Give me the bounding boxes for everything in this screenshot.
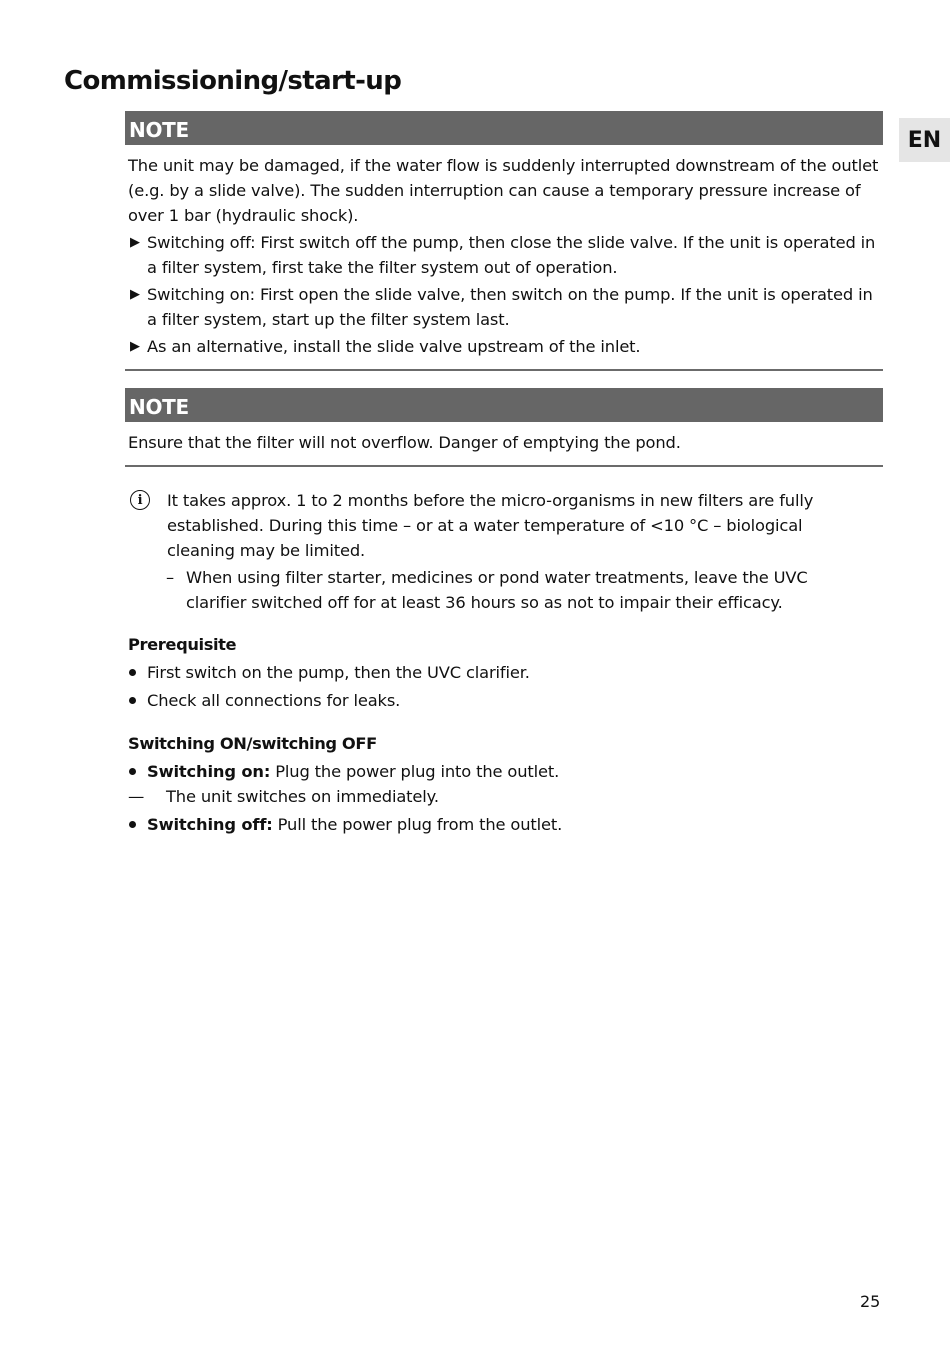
list-item [128, 688, 868, 713]
language-tab: EN [899, 118, 950, 162]
bullet-icon [129, 669, 136, 676]
list-item [128, 759, 868, 809]
switching-list [128, 759, 868, 837]
list-item [128, 282, 883, 332]
note-box-overflow [125, 388, 883, 467]
note-paragraph: Ensure that the filter will not overflow. Danger of emptying the pond. [128, 433, 681, 452]
note-body [125, 145, 883, 369]
result-item [128, 784, 868, 809]
prerequisite-heading: Prerequisite [128, 635, 237, 654]
triangle-right-icon: ▶ [130, 235, 140, 250]
info-block [128, 488, 868, 615]
switching-on-text: Plug the power plug into the outlet. [270, 762, 560, 781]
info-icon: i [130, 490, 150, 510]
switching-off-label: Switching off: [147, 815, 273, 834]
triangle-right-icon: ▶ [130, 339, 140, 354]
list-item-text: First switch on the pump, then the UVC clarifier. [147, 663, 530, 682]
note-paragraph: The unit may be damaged, if the water flow is suddenly interrupted downstream of the outlet (e.g. by a slide valve). The sudden interruption can cause a temporary pressure increase of over 1 bar (hydraulic shock). [128, 156, 879, 225]
list-item-text: Check all connections for leaks. [147, 691, 401, 710]
list-item [128, 660, 868, 685]
bullet-icon [129, 697, 136, 704]
list-item [128, 334, 883, 359]
bullet-icon [129, 821, 136, 828]
info-text: It takes approx. 1 to 2 months before the micro-organisms in new filters are fully established. During this time – or at a water temperature of <10 °C – biological cleaning may be limited. [167, 491, 814, 560]
page-title: Commissioning/start-up [64, 66, 402, 96]
list-item [128, 812, 868, 837]
triangle-right-icon: ▶ [130, 287, 140, 302]
list-item-text: As an alternative, install the slide valve upstream of the inlet. [147, 337, 641, 356]
note-body [125, 422, 883, 465]
switching-heading: Switching ON/switching OFF [128, 734, 377, 753]
info-sub-item-text: When using filter starter, medicines or pond water treatments, leave the UVC clarifier switched off for at least 36 hours so as not to impair their efficacy. [186, 568, 808, 612]
page-number: 25 [860, 1292, 881, 1311]
note-header: NOTE [125, 388, 883, 422]
bullet-icon [129, 768, 136, 775]
info-sub-item [166, 565, 868, 615]
result-text: The unit switches on immediately. [166, 787, 439, 806]
switching-off-text: Pull the power plug from the outlet. [272, 815, 563, 834]
prerequisite-list [128, 660, 868, 713]
list-item [128, 230, 883, 280]
instruction-list [128, 230, 883, 359]
switching-on-label: Switching on: [147, 762, 271, 781]
switching-section [128, 731, 868, 840]
note-header: NOTE [125, 111, 883, 145]
prerequisite-section [128, 632, 868, 716]
dash-icon: — [128, 787, 145, 806]
dash-icon: – [166, 568, 174, 587]
list-item-text: Switching off: First switch off the pump, then close the slide valve. If the unit is operated in a filter system, first take the filter system out of operation. [147, 233, 876, 277]
note-box-hydraulic-shock [125, 111, 883, 371]
list-item-text: Switching on: First open the slide valve, then switch on the pump. If the unit is operated in a filter system, start up the filter system last. [147, 285, 873, 329]
